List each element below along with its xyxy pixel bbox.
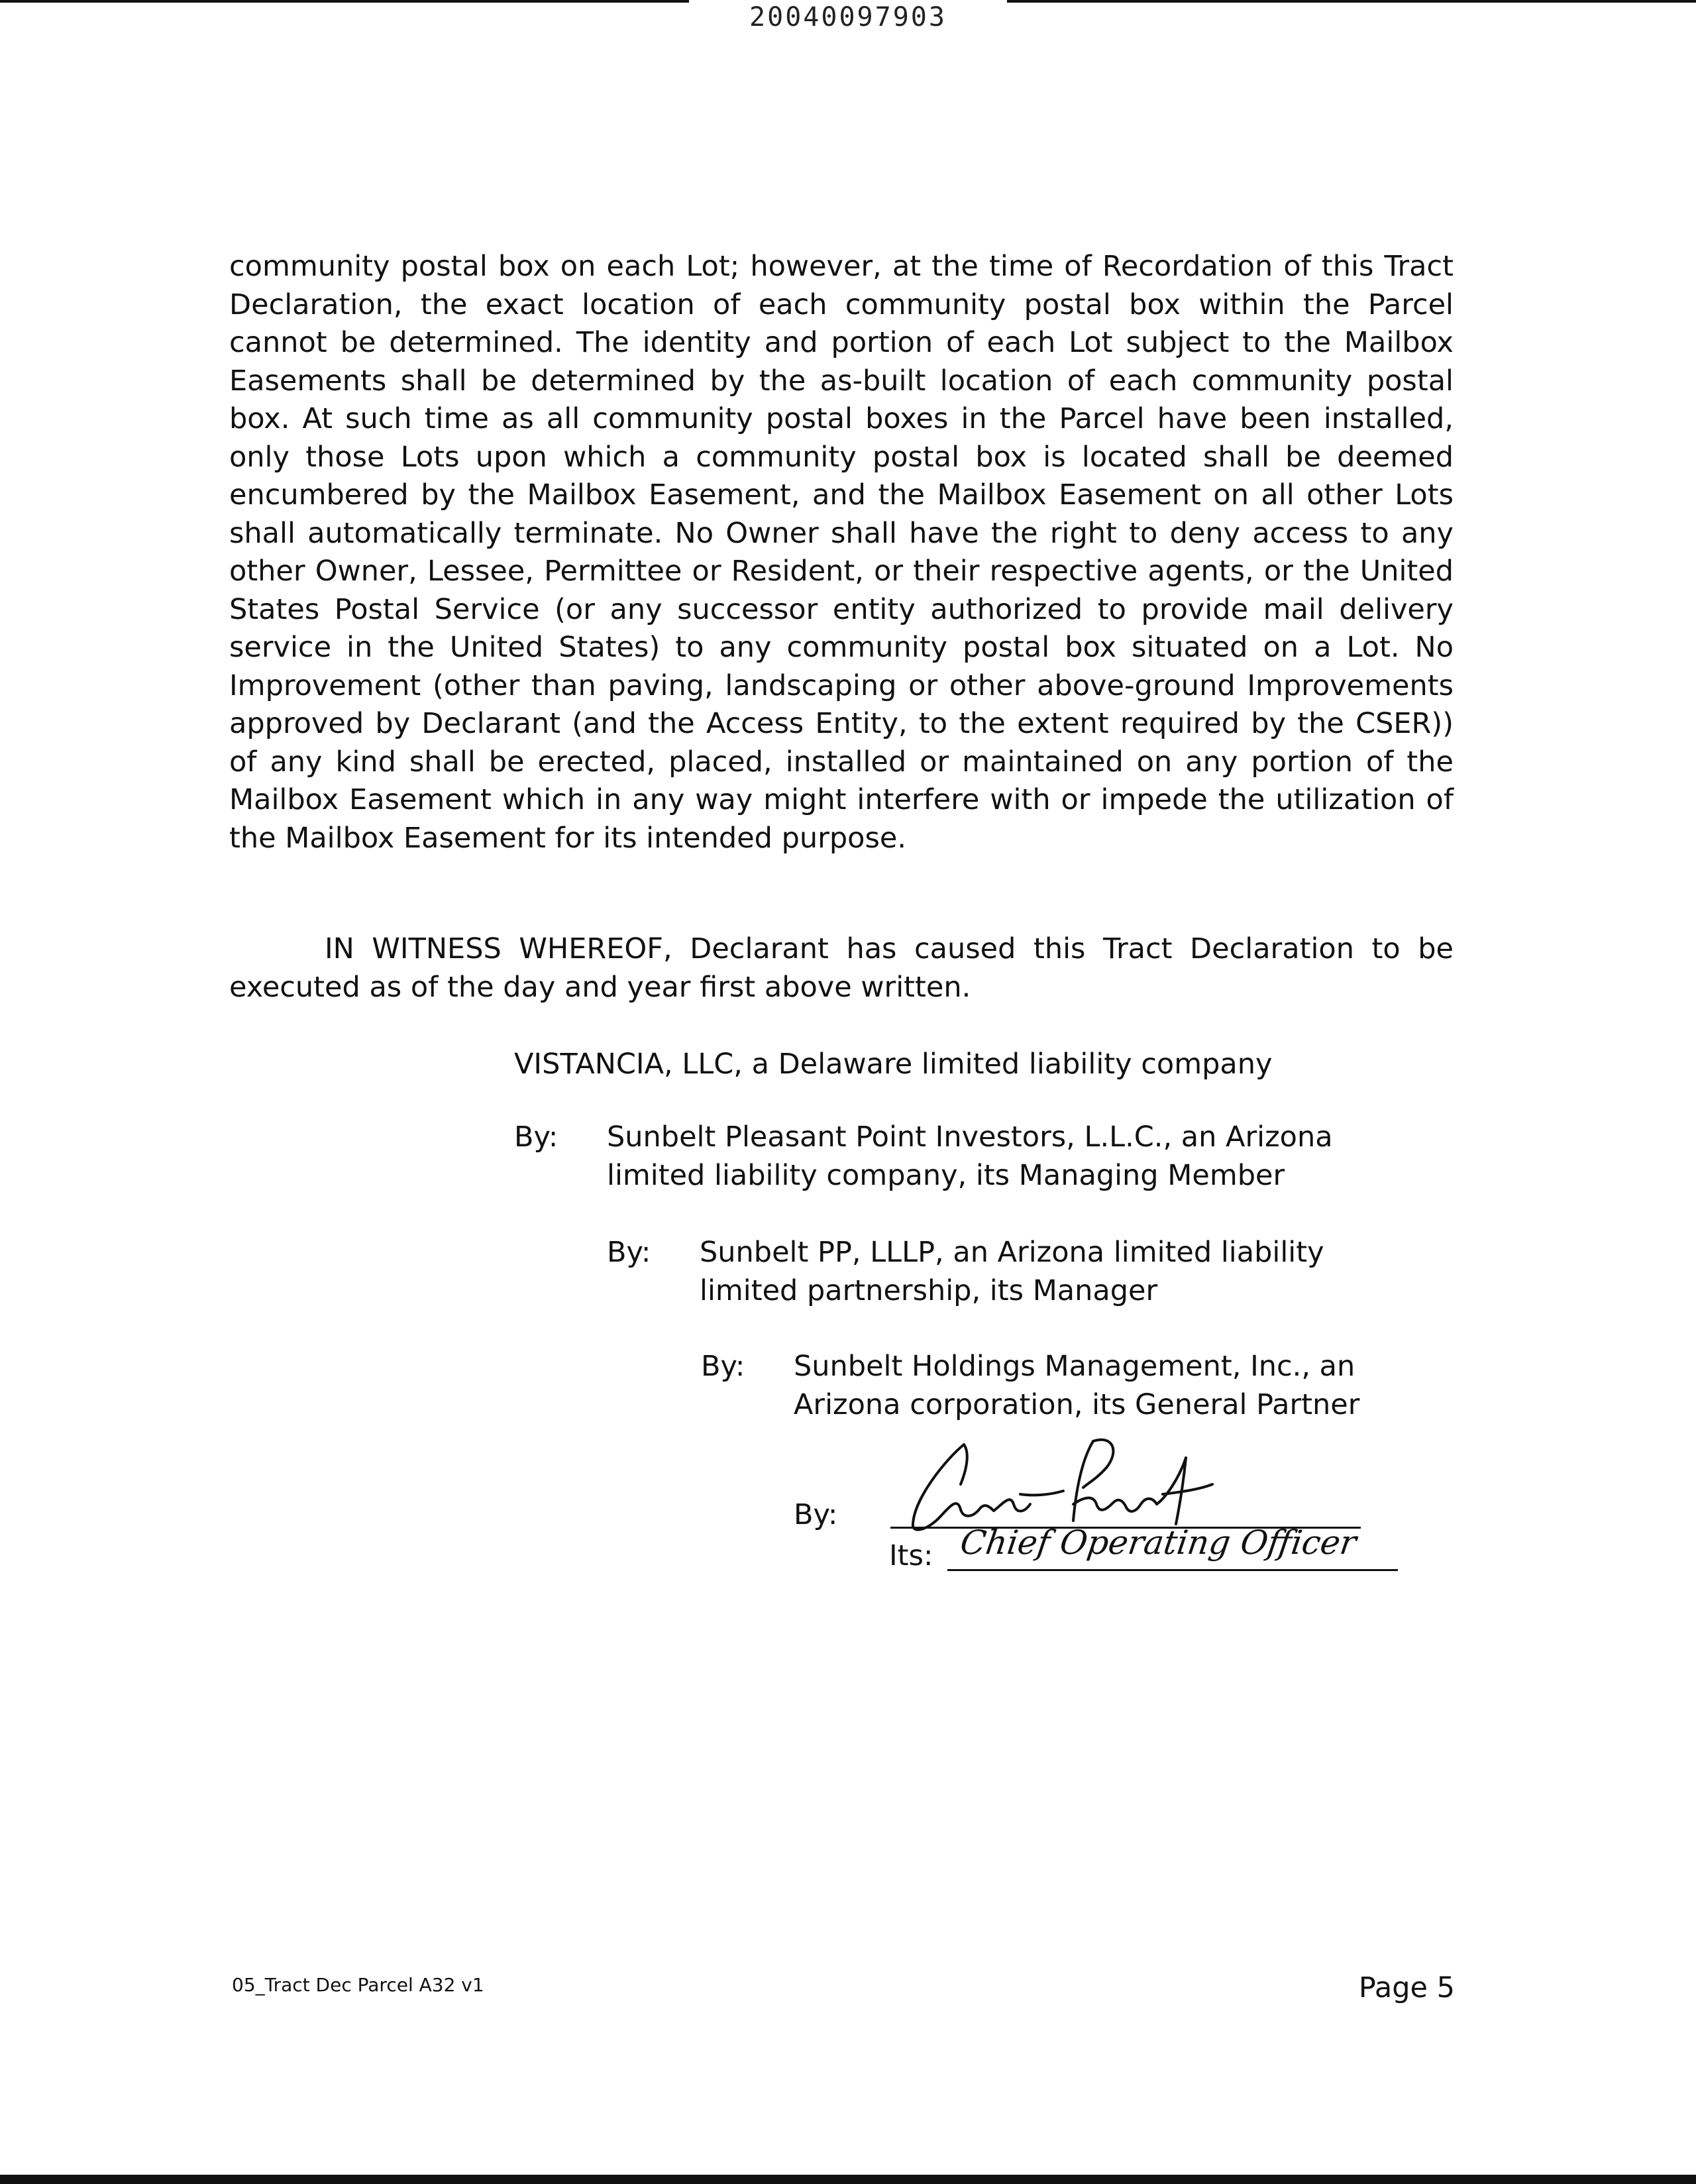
by-entity-text <box>700 1234 1324 1310</box>
signer-by-label: By: <box>794 1498 838 1531</box>
by-entity-line-2: Arizona corporation, its General Partner <box>794 1388 1360 1421</box>
page-number: Page 5 <box>1358 1971 1455 2004</box>
by-entity-text <box>794 1348 1359 1424</box>
declarant-company: VISTANCIA, LLC, a Delaware limited liability company <box>514 1048 1273 1081</box>
handwritten-title: Chief Operating Officer <box>957 1523 1359 1562</box>
by-entity-line-1: Sunbelt Pleasant Point Investors, L.L.C., an Arizona <box>607 1120 1333 1154</box>
by-entity-line-2: limited liability company, its Managing Member <box>607 1158 1285 1192</box>
mailbox-easement-paragraph: community postal box on each Lot; however, at the time of Recordation of this Tract Declaration, the exact location of each community postal box within the Parcel cannot be determined. The identity and portion of each Lot subject to the Mailbox Easements shall be determined by the as-built location of each community postal box. At such time as all community postal boxes in the Parcel have been installed, only those Lots upon which a community postal box is located shall be deemed encumbered by the Mailbox Easement, and the Mailbox Easement on all other Lots shall automatically terminate. No Owner shall have the right to deny access to any other Owner, Lessee, Permittee or Resident, or their respective agents, or the United States Postal Service (or any successor entity authorized to provide mail delivery service in the United States) to any community postal box situated on a Lot. No Improvement (other than paving, landscaping or other above-ground Improvements approved by Declarant (and the Access Entity, to the extent required by the CSER)) of any kind shall be erected, placed, installed or maintained on any portion of the Mailbox Easement which in any way might interfere with or impede the utilization of the Mailbox Easement for its intended purpose. <box>229 250 1454 855</box>
document-id: 05_Tract Dec Parcel A32 v1 <box>232 1974 484 1996</box>
by-label: By: <box>514 1120 558 1154</box>
by-entity-text <box>607 1119 1333 1195</box>
by-entity-line-1: Sunbelt PP, LLLP, an Arizona limited liability <box>700 1236 1324 1269</box>
title-line <box>947 1569 1398 1571</box>
by-label: By: <box>607 1236 651 1269</box>
scan-edge-bottom <box>0 2175 1696 2184</box>
its-label: Its: <box>889 1539 933 1572</box>
witness-paragraph: IN WITNESS WHEREOF, Declarant has caused this Tract Declaration to be executed as of the day and year first above written. <box>229 932 1454 1004</box>
by-entity-line-1: Sunbelt Holdings Management, Inc., an <box>794 1350 1355 1383</box>
by-entity-line-2: limited partnership, its Manager <box>700 1274 1158 1307</box>
recording-number: 20040097903 <box>689 0 1007 34</box>
by-label: By: <box>701 1350 745 1383</box>
